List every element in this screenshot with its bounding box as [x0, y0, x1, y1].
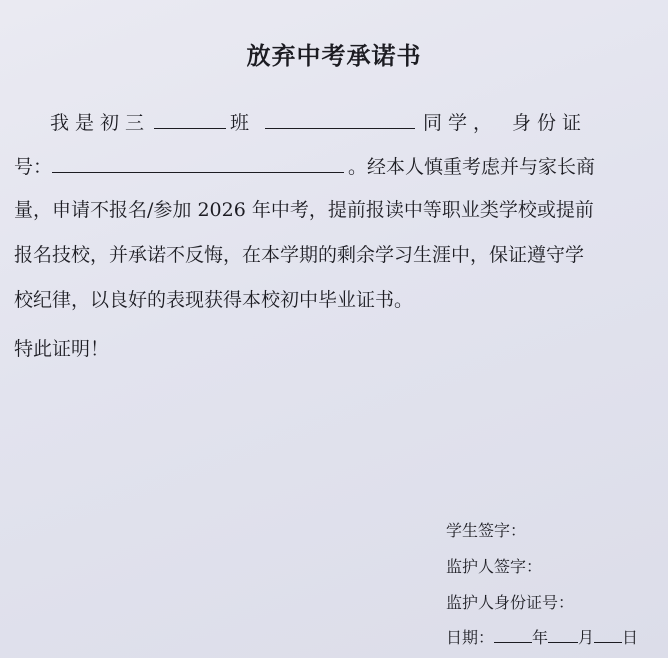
line1-text-student: 同学，	[423, 112, 499, 134]
date-label: 日期：	[446, 628, 495, 647]
day-label: 日	[622, 628, 639, 647]
guardian-id-label: 监护人身份证号：	[446, 593, 575, 612]
day-blank	[594, 626, 622, 643]
line1-text-class-suffix: 班	[230, 112, 250, 134]
body-line-2	[14, 152, 654, 181]
month-blank	[548, 626, 578, 643]
month-label: 月	[578, 628, 595, 647]
id-number-blank	[52, 152, 344, 173]
student-signature-label: 学生签字：	[446, 521, 527, 540]
guardian-signature-label: 监护人签字：	[446, 557, 543, 576]
line1-text-class-prefix: 我是初三	[50, 112, 151, 134]
line2-text-number: 号：	[14, 156, 53, 178]
body-line-6: 特此证明！	[14, 338, 110, 360]
body-line-3: 量，申请不报名/参加 2026 年中考，提前报读中等职业类学校或提前	[14, 199, 594, 221]
date-row	[446, 626, 638, 649]
body-line-5: 校纪律，以良好的表现获得本校初中毕业证书。	[14, 289, 414, 311]
body-line-4: 报名技校，并承诺不反悔，在本学期的剩余学习生涯中，保证遵守学	[14, 244, 585, 266]
year-blank	[494, 626, 532, 643]
student-name-blank	[265, 108, 415, 129]
line1-text-id: 身份证	[512, 112, 588, 134]
class-blank	[154, 108, 226, 129]
line2-text-rest: 。经本人慎重考虑并与家长商	[348, 156, 596, 178]
year-label: 年	[532, 628, 549, 647]
document-title: 放弃中考承诺书	[246, 41, 422, 70]
body-line-1	[14, 108, 654, 137]
